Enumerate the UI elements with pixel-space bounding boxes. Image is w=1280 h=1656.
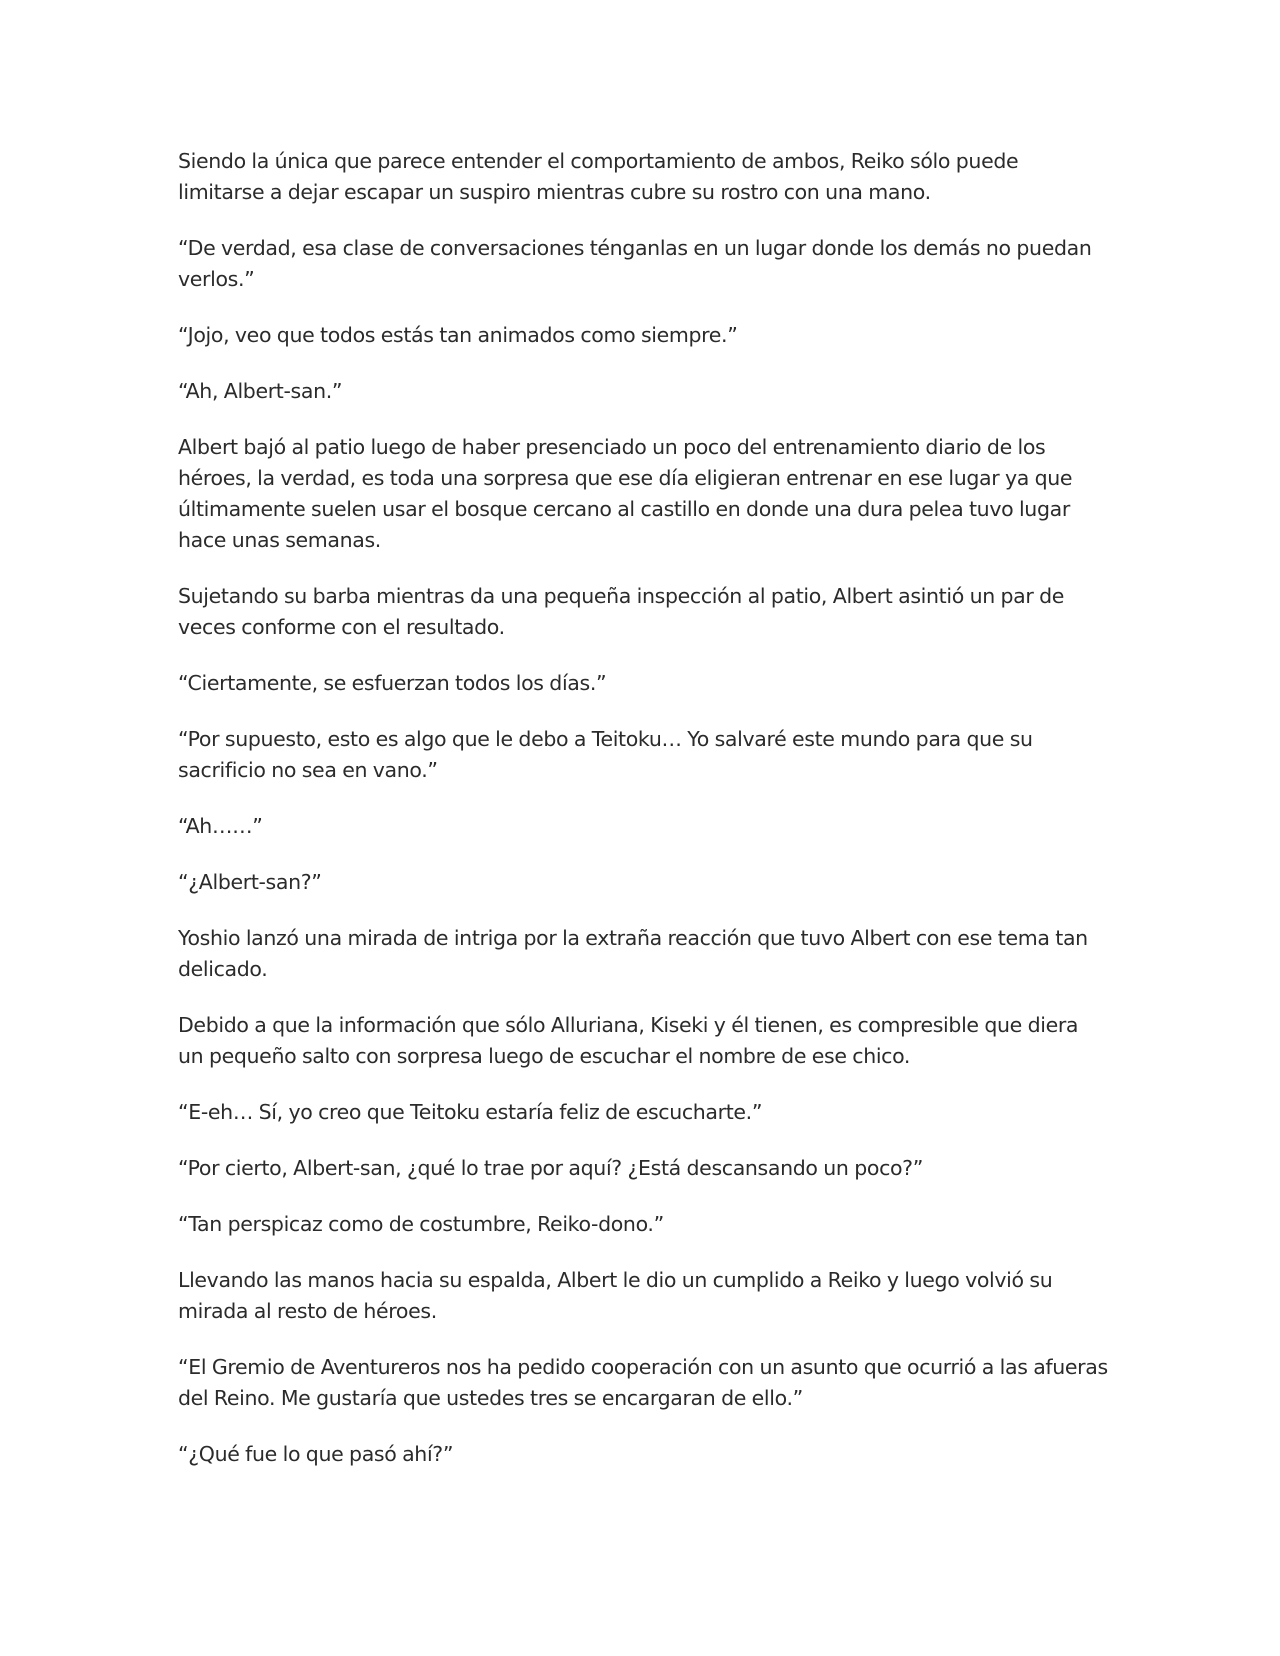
paragraph: “¿Qué fue lo que pasó ahí?”: [178, 1442, 454, 1466]
paragraph: “De verdad, esa clase de conversaciones ténganlas en un lugar donde los demás no puedan verlos.”: [178, 236, 1092, 291]
paragraph: Siendo la única que parece entender el comportamiento de ambos, Reiko sólo puede limitarse a dejar escapar un suspiro mientras cubre su rostro con una mano.: [178, 149, 1019, 204]
paragraph: “Por cierto, Albert-san, ¿qué lo trae por aquí? ¿Está descansando un poco?”: [178, 1156, 923, 1180]
paragraph: “Ah……”: [178, 814, 263, 838]
paragraph: Albert bajó al patio luego de haber presenciado un poco del entrenamiento diario de los héroes, la verdad, es toda una sorpresa que ese día eligieran entrenar en ese lugar ya que últimamente suelen usar el bosque cercano al castillo en donde una dura pelea tuvo lugar hace unas semanas.: [178, 435, 1073, 552]
document-page: [178, 146, 1108, 1495]
paragraph: Debido a que la información que sólo Alluriana, Kiseki y él tienen, es compresible que diera un pequeño salto con sorpresa luego de escuchar el nombre de ese chico.: [178, 1013, 1079, 1068]
paragraph: “El Gremio de Aventureros nos ha pedido cooperación con un asunto que ocurrió a las afueras del Reino. Me gustaría que ustedes tres se encargaran de ello.”: [178, 1355, 1108, 1410]
paragraph: “Ciertamente, se esfuerzan todos los días.”: [178, 671, 607, 695]
paragraph: Llevando las manos hacia su espalda, Albert le dio un cumplido a Reiko y luego volvió su mirada al resto de héroes.: [178, 1268, 1053, 1323]
paragraph: Yoshio lanzó una mirada de intriga por la extraña reacción que tuvo Albert con ese tema tan delicado.: [178, 926, 1088, 981]
paragraph: Sujetando su barba mientras da una pequeña inspección al patio, Albert asintió un par de veces conforme con el resultado.: [178, 584, 1065, 639]
paragraph: “Jojo, veo que todos estás tan animados como siempre.”: [178, 323, 738, 347]
paragraph: “¿Albert-san?”: [178, 870, 322, 894]
paragraph: “Ah, Albert-san.”: [178, 379, 343, 403]
paragraph: “E-eh… Sí, yo creo que Teitoku estaría feliz de escucharte.”: [178, 1100, 763, 1124]
paragraph: “Tan perspicaz como de costumbre, Reiko-dono.”: [178, 1212, 664, 1236]
paragraph: “Por supuesto, esto es algo que le debo a Teitoku… Yo salvaré este mundo para que su sacrificio no sea en vano.”: [178, 727, 1033, 782]
